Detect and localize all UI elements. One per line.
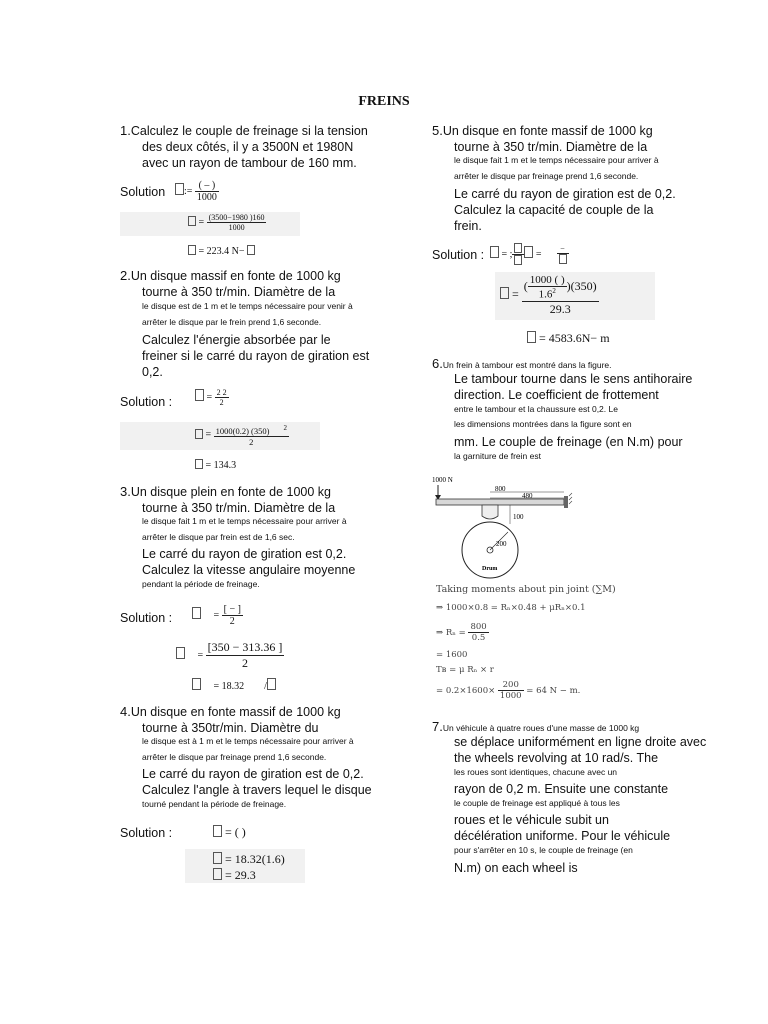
result: 18.32 — [221, 681, 245, 692]
equation — [213, 825, 246, 840]
numerator: ( – ) — [195, 180, 219, 192]
problem-text: Un frein à tambour est montré dans la figure. — [442, 360, 612, 370]
symbol-box — [195, 459, 203, 469]
symbol-box — [524, 246, 533, 258]
fraction — [214, 424, 289, 447]
denominator: 29.3 — [549, 301, 571, 316]
symbol-box — [213, 868, 222, 880]
problem-6-small-1: entre le tambour et la chaussure est 0,2. Le — [454, 404, 618, 414]
problem-5-line-5: frein. — [454, 219, 482, 233]
symbol-box — [267, 678, 276, 690]
problem-text: Calculez le couple de freinage si la tension — [130, 124, 368, 138]
fraction — [512, 243, 524, 266]
inner-fraction — [528, 274, 567, 301]
fraction — [498, 680, 524, 701]
problem-6-small-2: les dimensions montrées dans la figure sont en — [454, 419, 632, 429]
problem-5-line-1 — [432, 123, 653, 139]
problem-2-line-2: tourne à 350 tr/min. Diamètre de la — [142, 285, 336, 299]
symbol-box — [559, 254, 567, 264]
work-line-3 — [436, 622, 489, 643]
page-title: FREINS — [358, 94, 410, 109]
problem-4-line-4: Calculez l'angle à travers lequel le disque — [142, 783, 372, 797]
problem-text: Un disque massif en fonte de 1000 kg — [130, 269, 341, 283]
symbol-box — [192, 607, 201, 619]
problem-number: 7. — [432, 719, 443, 734]
problem-7-line-4: roues et le véhicule subit un — [454, 813, 609, 827]
equation-text: = 18.32(1.6) — [225, 852, 285, 866]
numerator — [512, 243, 524, 255]
work-line-1: Taking moments about pin joint (∑M) — [436, 584, 616, 595]
symbol-box — [500, 287, 509, 299]
equation: = $\frac{(3500-1980 )160}{1000}$ — [188, 213, 266, 232]
result: = 29.3 — [225, 868, 256, 882]
solution-label: Solution : — [432, 248, 485, 262]
problem-number: 1. — [120, 123, 131, 138]
hatch — [569, 497, 572, 500]
work-line-5: Tв = μ Rₙ × r — [436, 665, 494, 675]
solution-label: Solution : — [120, 826, 173, 840]
equation — [195, 459, 236, 471]
denominator: 2 — [249, 436, 254, 447]
denominator — [557, 254, 569, 265]
numerator: 2 2 — [216, 388, 227, 397]
problem-6-line-2: direction. Le coefficient de frottement — [454, 388, 659, 402]
work-suffix: = 64 N − m. — [526, 686, 581, 696]
equation: = ( $\frac{1000 ( )}{1.6^2}$ )(350) 29.3 — [500, 274, 599, 317]
brake-diagram — [430, 472, 580, 582]
unit: / — [264, 681, 267, 692]
problem-text: Un disque en fonte massif de 1000 kg — [442, 124, 653, 138]
work-prefix: ⇒ Rₙ = — [436, 628, 466, 638]
problem-5-small-1: le disque fait 1 m et le temps nécessaire pour arriver à — [454, 155, 659, 165]
denominator: 2 — [242, 656, 249, 670]
problem-7-small-3: pour s'arrêter en 10 s, le couple de freinage (en — [454, 845, 633, 855]
problem-4-line-2: tourne à 350tr/min. Diamètre du — [142, 721, 319, 735]
equation: = 18.32 / — [192, 678, 276, 692]
symbol-box — [527, 331, 536, 343]
problem-7-line-5: décélération uniforme. Pour le véhicule — [454, 829, 671, 843]
denominator: 1000 — [499, 691, 522, 701]
fraction — [522, 274, 599, 317]
problem-1-line-2: des deux côtés, il y a 3500N et 1980N — [142, 140, 354, 154]
equation — [188, 245, 255, 257]
problem-text: Un disque en fonte massif de 1000 kg — [130, 705, 341, 719]
problem-3-line-3: Le carré du rayon de giration est 0,2. — [142, 547, 347, 561]
drum-label: Drum — [482, 566, 498, 572]
problem-3-line-2: tourne à 350 tr/min. Diamètre de la — [142, 501, 336, 515]
equation — [175, 180, 219, 203]
solution-label: Solution : — [120, 611, 173, 625]
numerator-text: 1000(0.2) (350) — [215, 425, 270, 436]
problem-7-small-2: le couple de freinage est appliqué à tous les — [454, 798, 620, 808]
problem-3-small-2: arrêter le disque par frein est de 1,6 sec. — [142, 532, 295, 542]
equation — [527, 331, 610, 346]
problem-5-line-3: Le carré du rayon de giration est de 0,2. — [454, 187, 676, 201]
fraction — [207, 213, 267, 232]
dimension-100: 100 — [513, 513, 524, 521]
equation: = $\frac{[350 - 313.36 ]}{2}$ — [176, 640, 284, 671]
equation: = ; = − — [490, 243, 569, 266]
inner-numerator: 1000 ( ) — [529, 274, 565, 286]
problem-1-line-1 — [120, 123, 368, 139]
problem-2-small-2: arrêter le disque par le frein prend 1,6 seconde. — [142, 317, 322, 327]
solution-label: Solution : — [120, 395, 173, 409]
symbol-box — [514, 243, 522, 253]
problem-5-line-4: Calculez la capacité de couple de la — [454, 203, 654, 217]
problem-6-line-1: Le tambour tourne dans le sens antihoraire — [454, 372, 693, 386]
equation: = $\frac{2 2}{2}$ — [195, 388, 229, 407]
numerator: ( $\frac{1000 ( )}{1.6^2}$ )(350) — [523, 274, 597, 301]
problem-7-line-3: rayon de 0,2 m. Ensuite une constante — [454, 782, 669, 796]
work-prefix: = 0.2×1600× — [436, 686, 496, 696]
numerator: 200 — [498, 680, 524, 691]
symbol-box — [195, 429, 203, 439]
problem-3-small-1: le disque fait 1 m et le temps nécessaire pour arriver à — [142, 516, 347, 526]
problem-6-line-3: mm. Le couple de freinage (en N.m) pour — [454, 435, 683, 449]
symbol-box — [514, 255, 522, 265]
fraction — [222, 604, 243, 627]
problem-4-small-2: arrêter le disque par freinage prend 1,6 seconde. — [142, 752, 327, 762]
solution-label: Solution — [120, 185, 166, 199]
numerator: − — [557, 244, 569, 254]
problem-number: 4. — [120, 704, 131, 719]
symbol-box — [188, 216, 196, 226]
result: = 223.4 N− — [198, 246, 245, 257]
numerator: 800 — [470, 622, 487, 632]
problem-number: 3. — [120, 484, 131, 499]
fraction — [206, 640, 285, 671]
brake-shoe — [482, 505, 498, 519]
symbol-box — [490, 246, 499, 258]
symbol-box — [192, 678, 201, 690]
fraction — [195, 180, 219, 203]
fraction — [468, 622, 488, 643]
symbol-box — [188, 245, 196, 255]
problem-7-line-1: se déplace uniformément en ligne droite avec — [454, 735, 707, 749]
symbol-box — [195, 389, 204, 401]
problem-3-line-4: Calculez la vitesse angulaire moyenne — [142, 563, 356, 577]
problem-7-small-1: les roues sont identiques, chacune avec un — [454, 767, 618, 777]
problem-2-line-4: freiner si le carré du rayon de giration est — [142, 349, 370, 363]
problem-5-small-2: arrêter le disque par freinage prend 1,6 seconde. — [454, 171, 639, 181]
fraction — [215, 388, 229, 407]
problem-2-line-3: Calculez l'énergie absorbée par le — [142, 333, 331, 347]
work-line-4: = 1600 — [436, 650, 468, 660]
problem-7-line-2: the wheels revolving at 10 rad/s. The — [454, 751, 659, 765]
symbol-box — [213, 852, 222, 864]
problem-2-small-1: le disque est de 1 m et le temps nécessaire pour venir à — [142, 301, 353, 311]
result: = 134.3 — [205, 460, 237, 471]
result: = 4583.6N− m — [539, 331, 610, 345]
problem-3-small-3: pendant la période de freinage. — [142, 579, 260, 589]
radius-200: 200 — [496, 540, 507, 548]
problem-4-line-3: Le carré du rayon de giration est de 0,2. — [142, 767, 364, 781]
work-line-2: ⇒ 1000×0.8 = Rₙ×0.48 + μRₙ×0.1 — [436, 603, 586, 613]
lever-arm — [436, 499, 564, 505]
equation — [213, 868, 256, 883]
numerator-tail: )(350) — [566, 279, 597, 294]
equation — [213, 852, 285, 867]
dimension-800: 800 — [495, 485, 506, 493]
symbol-box — [175, 183, 184, 195]
problem-2-line-1 — [120, 268, 341, 284]
problem-number: 5. — [432, 123, 443, 138]
problem-4-line-1 — [120, 704, 341, 720]
denominator — [512, 255, 524, 266]
problem-4-small-3: tourné pendant la période de freinage. — [142, 799, 287, 809]
numerator: [350 − 313.36 ] — [207, 640, 283, 654]
force-label: 1000 N — [432, 476, 453, 484]
equation-lhs: := — [184, 185, 193, 197]
numerator — [214, 424, 289, 437]
problem-7-line-6: N.m) on each wheel is — [454, 861, 578, 875]
inner-denominator — [528, 287, 567, 301]
numerator: (3500−1980 )160 — [208, 213, 265, 222]
problem-1-line-3: avec un rayon de tambour de 160 mm. — [142, 156, 357, 170]
equation-text: = ( ) — [225, 825, 246, 839]
problem-6-small-3: la garniture de frein est — [454, 451, 541, 461]
equation: = $\frac{1000(0.2) (350) ^2}{2}$ — [195, 424, 289, 447]
dimension-480: 480 — [522, 492, 533, 500]
problem-text: Un véhicule à quatre roues d'une masse de 1000 kg — [442, 723, 640, 733]
exponent: 2 — [552, 287, 556, 295]
symbol-box — [247, 245, 255, 255]
denominator: 1000 — [196, 192, 217, 203]
problem-5-line-2: tourne à 350 tr/min. Diamètre de la — [454, 140, 648, 154]
numerator: [ − ] — [223, 604, 241, 615]
pin-support — [564, 496, 568, 508]
work-line-6 — [436, 680, 580, 701]
problem-2-line-5: 0,2. — [142, 365, 163, 379]
inner-denominator-text: 1.6 — [538, 288, 553, 301]
exponent: 2 — [283, 424, 287, 432]
denominator: 2 — [229, 616, 235, 627]
symbol-box — [176, 647, 185, 659]
hatch — [569, 501, 572, 504]
symbol-box — [213, 825, 222, 837]
hatch — [569, 493, 572, 496]
problem-text: Un disque plein en fonte de 1000 kg — [130, 485, 331, 499]
equation-text: = ; — [501, 248, 513, 260]
equation: = $\frac{[ - ]}{2}$ — [192, 604, 243, 627]
denominator: 0.5 — [471, 633, 486, 643]
denominator: 1000 — [228, 223, 245, 232]
denominator: 2 — [219, 398, 224, 407]
problem-number: 2. — [120, 268, 131, 283]
fraction — [557, 244, 569, 265]
problem-4-small-1: le disque est à 1 m et le temps nécessaire pour arriver à — [142, 736, 354, 746]
problem-3-line-1 — [120, 484, 331, 500]
problem-number: 6. — [432, 356, 443, 371]
